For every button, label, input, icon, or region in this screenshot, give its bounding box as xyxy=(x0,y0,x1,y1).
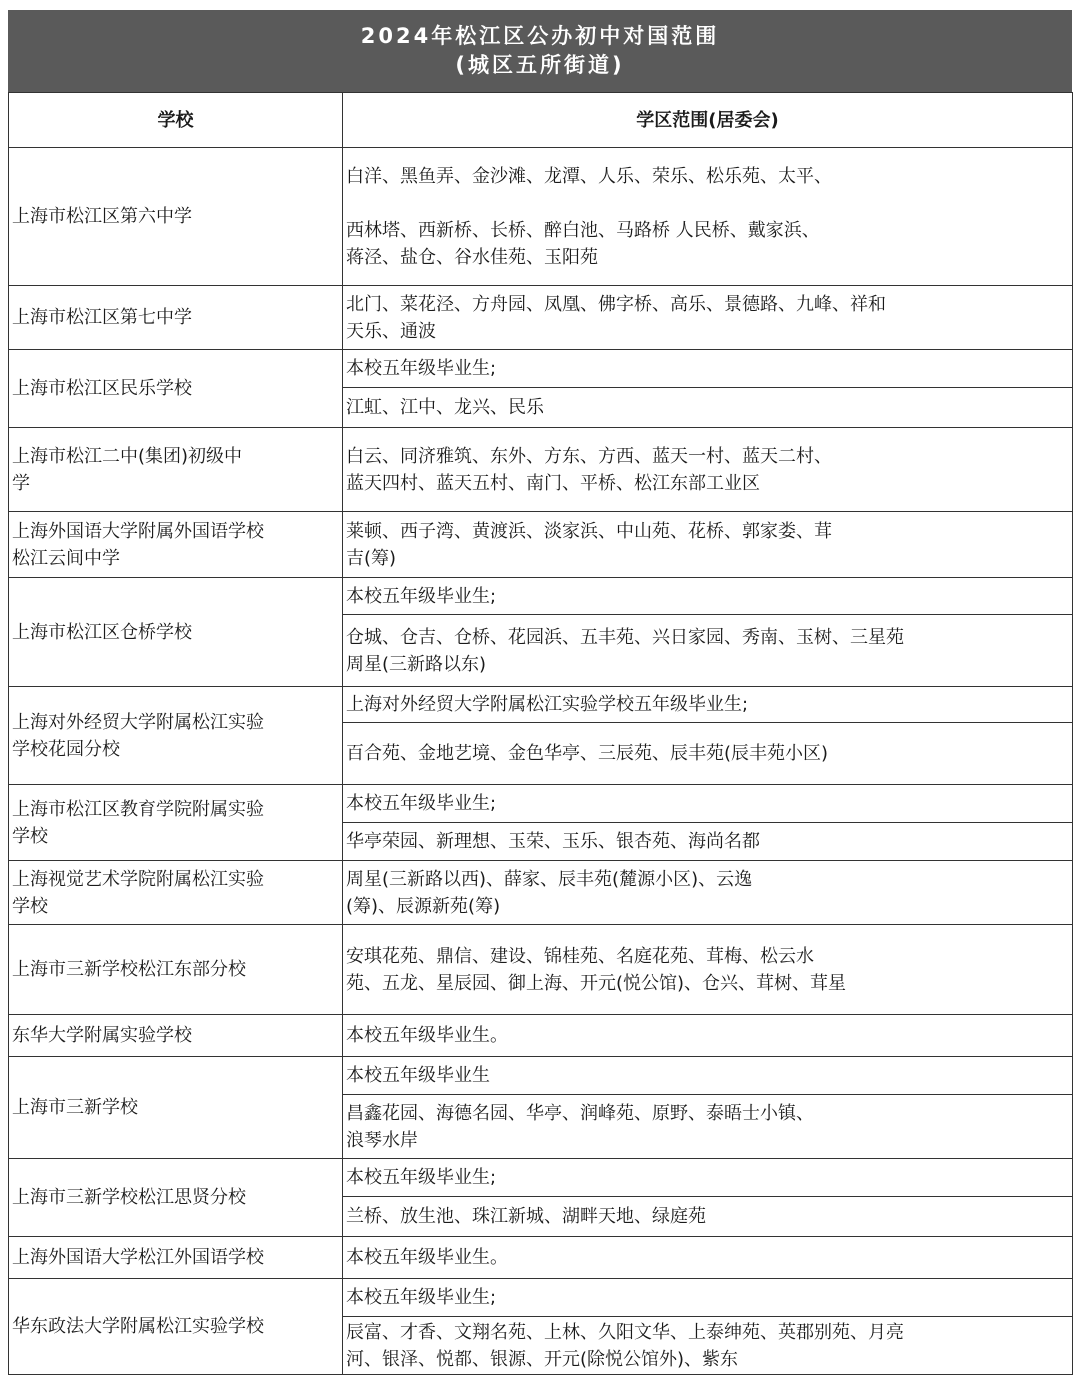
district-range-text: 莱顿、西子湾、黄渡浜、淡家浜、中山苑、花桥、郭家娄、茸 吉(筹) xyxy=(346,520,832,569)
school-name: 上海市三新学校松江东部分校 xyxy=(12,959,246,980)
district-range-text: 兰桥、放生池、珠江新城、湖畔天地、绿庭苑 xyxy=(346,1206,706,1227)
school-name-cell xyxy=(9,512,343,578)
district-range-text: 周星(三新路以西)、薛家、辰丰苑(麓源小区)、云逸 (筹)、辰源新苑(筹) xyxy=(346,868,753,917)
table-body xyxy=(9,148,1073,1375)
title-line-1: 2024年松江区公办初中对国范围 xyxy=(360,24,720,48)
school-name: 东华大学附属实验学校 xyxy=(12,1025,192,1046)
district-range-text: 北门、菜花泾、方舟园、凤凰、佛字桥、高乐、景德路、九峰、祥和 天乐、通波 xyxy=(346,293,886,342)
school-name-cell xyxy=(9,687,343,785)
school-name-cell xyxy=(9,861,343,925)
district-range-cell xyxy=(343,148,1073,286)
header-row xyxy=(9,93,1073,148)
header-range: 学区范围(居委会) xyxy=(343,93,1073,148)
school-name: 华东政法大学附属松江实验学校 xyxy=(12,1316,264,1337)
school-name: 上海市松江区仓桥学校 xyxy=(12,621,192,643)
table-row xyxy=(9,1057,1073,1095)
district-range-text: 本校五年级毕业生 xyxy=(346,1065,490,1086)
school-name: 上海外国语大学松江外国语学校 xyxy=(12,1247,264,1268)
district-range-cell xyxy=(343,823,1073,861)
school-name: 上海市松江区第六中学 xyxy=(12,206,192,227)
district-range-text: 本校五年级毕业生; xyxy=(346,793,497,814)
district-range-cell xyxy=(343,1279,1073,1317)
table-row xyxy=(9,687,1073,723)
table-title xyxy=(8,10,1072,92)
school-name: 上海市松江区第七中学 xyxy=(12,307,192,328)
table-row xyxy=(9,148,1073,286)
district-range-cell xyxy=(343,286,1073,350)
district-range-text: 昌鑫花园、海德名园、华亭、润峰苑、原野、泰晤士小镇、 浪琴水岸 xyxy=(346,1102,814,1151)
school-name-cell xyxy=(9,148,343,286)
school-name: 上海视觉艺术学院附属松江实验 学校 xyxy=(12,868,264,917)
district-range-cell xyxy=(343,1237,1073,1279)
school-name-cell xyxy=(9,1279,343,1375)
table-row xyxy=(9,1237,1073,1279)
table-row xyxy=(9,861,1073,925)
district-range-cell xyxy=(343,1159,1073,1197)
district-range-text: 白云、同济雅筑、东外、方东、方西、蓝天一村、蓝天二村、 蓝天四村、蓝天五村、南门、平桥、松江东部工业区 xyxy=(346,445,832,494)
district-range-text: 上海对外经贸大学附属松江实验学校五年级毕业生; xyxy=(346,694,749,715)
district-range-cell xyxy=(343,1317,1073,1375)
school-name: 上海市松江区教育学院附属实验 学校 xyxy=(12,798,264,847)
district-range-text: 本校五年级毕业生; xyxy=(346,358,497,379)
district-range-cell xyxy=(343,1197,1073,1237)
district-range-cell xyxy=(343,861,1073,925)
district-range-cell xyxy=(343,388,1073,428)
district-range-cell xyxy=(343,512,1073,578)
table-row xyxy=(9,1279,1073,1317)
title-line-2: (城区五所街道) xyxy=(455,53,625,77)
district-range-text: 仓城、仓吉、仓桥、花园浜、五丰苑、兴日家园、秀南、玉树、三星苑 周星(三新路以东) xyxy=(346,626,904,675)
school-name: 上海外国语大学附属外国语学校 松江云间中学 xyxy=(12,520,264,569)
district-range-cell xyxy=(343,687,1073,723)
school-name: 上海市三新学校松江思贤分校 xyxy=(12,1187,246,1208)
school-name: 上海市三新学校 xyxy=(12,1097,138,1118)
district-range-text: 本校五年级毕业生; xyxy=(346,1167,497,1188)
table-row xyxy=(9,785,1073,823)
school-name-cell xyxy=(9,1057,343,1159)
district-range-text: 百合苑、金地艺境、金色华亭、三辰苑、辰丰苑(辰丰苑小区) xyxy=(346,743,829,764)
table-row xyxy=(9,1159,1073,1197)
table-row xyxy=(9,1015,1073,1057)
district-range-cell xyxy=(343,1095,1073,1159)
school-name-cell xyxy=(9,350,343,428)
district-range-cell xyxy=(343,615,1073,687)
school-name: 上海市松江二中(集团)初级中 学 xyxy=(12,445,243,494)
school-district-table xyxy=(8,92,1073,1375)
district-range-cell xyxy=(343,1057,1073,1095)
district-range-text: 江虹、江中、龙兴、民乐 xyxy=(346,397,544,418)
table-row xyxy=(9,925,1073,1015)
district-range-cell xyxy=(343,428,1073,512)
header-school: 学校 xyxy=(9,93,343,148)
table-row xyxy=(9,428,1073,512)
school-name-cell xyxy=(9,1015,343,1057)
district-range-cell xyxy=(343,925,1073,1015)
table-row xyxy=(9,512,1073,578)
district-range-text: 华亭荣园、新理想、玉荣、玉乐、银杏苑、海尚名都 xyxy=(346,831,760,852)
district-range-cell xyxy=(343,785,1073,823)
school-name-cell xyxy=(9,785,343,861)
district-range-cell xyxy=(343,578,1073,615)
district-range-cell xyxy=(343,1015,1073,1057)
school-name-cell xyxy=(9,286,343,350)
school-name-cell xyxy=(9,925,343,1015)
school-name: 上海对外经贸大学附属松江实验 学校花园分校 xyxy=(12,711,264,760)
table-row xyxy=(9,578,1073,615)
school-name-cell xyxy=(9,578,343,687)
school-name-cell xyxy=(9,1159,343,1237)
district-range-text: 本校五年级毕业生; xyxy=(346,1287,497,1308)
school-name: 上海市松江区民乐学校 xyxy=(12,378,192,399)
district-range-cell xyxy=(343,350,1073,388)
table-row xyxy=(9,286,1073,350)
school-name-cell xyxy=(9,428,343,512)
district-range-text: 本校五年级毕业生; xyxy=(346,585,497,607)
district-range-cell xyxy=(343,723,1073,785)
district-range-text: 本校五年级毕业生。 xyxy=(346,1247,508,1268)
district-range-text: 安琪花苑、鼎信、建设、锦桂苑、名庭花苑、茸梅、松云水 苑、五龙、星辰园、御上海、开元(悦公馆)、仓兴、茸树、茸星 xyxy=(346,945,847,994)
school-name-cell xyxy=(9,1237,343,1279)
district-range-text: 本校五年级毕业生。 xyxy=(346,1025,508,1046)
district-range-text: 白洋、黑鱼弄、金沙滩、龙潭、人乐、荣乐、松乐苑、太平、 西林塔、西新桥、长桥、醉白池、马路桥 人民桥、戴家浜、 蒋泾、盐仓、谷水佳苑、玉阳苑 xyxy=(346,165,832,268)
table-row xyxy=(9,350,1073,388)
district-range-text: 辰富、才香、文翔名苑、上林、久阳文华、上泰绅苑、英郡别苑、月亮 河、银泽、悦都、银源、开元(除悦公馆外)、紫东 xyxy=(346,1321,904,1370)
